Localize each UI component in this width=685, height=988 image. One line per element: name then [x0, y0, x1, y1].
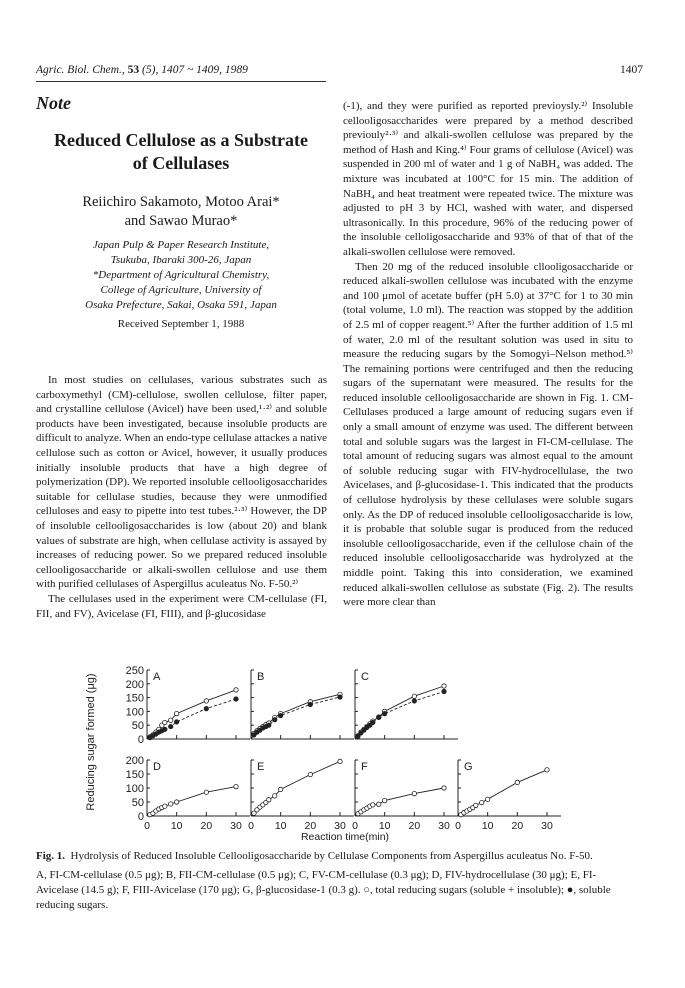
svg-text:30: 30 [541, 820, 553, 832]
svg-text:10: 10 [481, 820, 494, 832]
page-number: 1407 [620, 64, 643, 76]
svg-text:20: 20 [511, 820, 524, 832]
affiliation-line: *Department of Agricultural Chemistry, [92, 269, 270, 281]
svg-text:200: 200 [125, 755, 144, 767]
journal-volume: 53 [127, 64, 140, 76]
journal-issue: (5), 1407 ~ 1409, 1989 [139, 64, 248, 76]
affiliation-line: Tsukuba, Ibaraki 300-26, Japan [110, 254, 252, 266]
journal-name: Agric. Biol. Chem., [36, 64, 125, 76]
svg-text:20: 20 [200, 820, 213, 832]
svg-text:20: 20 [304, 820, 317, 832]
caption-body: A, FI-CM-cellulase (0.5 μg); B, FII-CM-cellulase (0.5 μg); C, FV-CM-cellulase (0.3 μg); D, FIV-hydrocellulase (30 μg); E, FI-Avicelase (14.5 g); F, FIII-Avicelase (170 μg); G, β-glucosidase-1 (0.3 g). ○, total reducing sugars (soluble + insoluble); ●, soluble reducing sugars. [36, 869, 611, 911]
affiliation-line: Japan Pulp & Paper Research Institute, [92, 239, 270, 251]
svg-text:Reaction time(min): Reaction time(min) [300, 831, 390, 843]
svg-text:0: 0 [352, 820, 358, 832]
title-line-1: Reduced Cellulose as a Substrate [53, 130, 308, 150]
svg-text:10: 10 [274, 820, 287, 832]
caption-label: Fig. 1. [36, 850, 66, 862]
paragraph: Then 20 mg of the reduced insoluble cllooligosaccharide or reduced alkali-swollen cellulose was incubated with the enzyme and 100 μmol of acetate buffer (pH 5.0) at 37°C for 1 to 30 min (total volume, 1.0 ml). The reaction was stopped by the addition of 2.5 ml of copper reagent.⁵⁾ After the further addition of 1.5 ml of water, 2.0 ml of the resultant solution was used in situ to measure the reducing sugars by the Somogyi–Nelson method.⁵⁾ The remaining portions were centrifuged and then the reducing sugars of the supernatant were measured. The results for the reduced insoluble cellooligosaccharide are shown in Fig. 1. CM-Cellulases produced a large amount of reducing sugars even if only a small amount of enzyme was used. The different between total and soluble sugars was the largest in FI-CM-cellulase. The total amount of reducing sugars was almost equal to the amount of soluble reducing sugar with FIV-hydrocellulase, the two Avicelases, and β-glucosidase-1. This indicated that the products of cellulose hydrolysis by these cellulases were soluble sugars only. As the DP of reduced insoluble cellooligosaccharide is low, it is probable that soluble sugar is produced from the reduced insoluble cellooligosaccharide, even if the cellulose chain of the reduced insoluble cellooligosaccharide was hydrolyzed at the middle point. Taking this into consideration, we examined reduced alkali-swollen cellulose as substate (Fig. 2). The results were more clear than [343, 260, 633, 609]
paragraph: (-1), and they were purified as reported previoysly.²⁾ Insoluble cellooligosaccharides were prepared by a method described previouly²·³⁾ and alkali-swollen cellulose was prepared by the method of Hash and King.⁴⁾ Four grams of cellulose (Avicel) was suspended in 200 ml of water and 1 g of NaBH₄ was added. The mixture was incubated at 100°C for 15 min. The addition of NaBH₄ and heat treatment were repeated twice. The mixture was adjusted to pH 3 by HCl, washed with water, and dispersed ultrasonically. In this procedure, 96% of the reducing power of the insoluble celloligosaccharide and 93% of that of that of the alkali-swollen cellulose were removed. [343, 100, 633, 258]
svg-text:50: 50 [131, 797, 144, 809]
svg-text:100: 100 [125, 706, 144, 719]
svg-text:150: 150 [125, 769, 144, 781]
svg-text:Reducing sugar formed (μg): Reducing sugar formed (μg) [85, 673, 97, 811]
svg-text:0: 0 [455, 820, 461, 832]
svg-text:250: 250 [125, 665, 144, 677]
svg-text:C: C [361, 671, 369, 683]
authors-line-1: Reiichiro Sakamoto, Motoo Arai* [82, 194, 280, 210]
svg-text:10: 10 [170, 820, 183, 832]
svg-text:0: 0 [137, 734, 144, 746]
caption-title: Hydrolysis of Reduced Insoluble Cellooligosaccharide by Cellulase Components from Aspergillus aculeatus No. F-50. [70, 850, 593, 862]
figure-caption [36, 849, 636, 917]
svg-text:0: 0 [137, 811, 144, 823]
svg-text:B: B [257, 671, 265, 683]
received-date: Received September 1, 1988 [117, 318, 245, 330]
svg-text:30: 30 [230, 820, 242, 832]
svg-text:10: 10 [378, 820, 391, 832]
svg-text:A: A [153, 671, 161, 683]
svg-text:150: 150 [125, 692, 144, 705]
svg-text:30: 30 [438, 820, 450, 832]
svg-text:20: 20 [408, 820, 421, 832]
paragraph: In most studies on cellulases, various substrates such as carboxymethyl (CM)-cellulose, swollen cellulose, filter paper, and crystalline cellulose (Avicel) have been used,¹·²⁾ and soluble products have been investigated, because insoluble products are difficult to analyze. When an endo-type cellulase attackes a native cellulose such as cotton or Avicel, however, it usually produces initially insoluble products that have a high degree of polymerization (DP). We reported insoluble cellooligosaccharides suitable for cellulase studies, because they were unmodified celluloses and easy to pipette into test tubes.²·³⁾ However, the DP of insoluble cellooligosaccharides is low (about 20) and blank values of substrate are high, when cellulase activity is assayed by increases of reducing power. So we prepared reduced insoluble cellooligosaccharide or alkali-swollen cellulose and use them with purified cellulases of Aspergillus aculeatus No. F-50.²⁾ [36, 374, 327, 591]
svg-text:D: D [153, 761, 161, 773]
authors-line-2: and Sawao Murao* [124, 213, 238, 229]
svg-text:30: 30 [334, 820, 346, 832]
svg-text:200: 200 [125, 678, 144, 691]
affiliation-line: College of Agriculture, University of [100, 284, 262, 296]
svg-text:50: 50 [131, 720, 144, 733]
paragraph: The cellulases used in the experiment were CM-cellulase (FI, FII, and FV), Avicelase (FI, FIII), and β-glucosidase [36, 592, 327, 620]
svg-text:E: E [257, 761, 265, 773]
svg-text:G: G [464, 761, 473, 773]
article-type: Note [36, 93, 71, 113]
svg-text:0: 0 [248, 820, 254, 832]
svg-text:F: F [361, 761, 368, 773]
affiliation-line: Osaka Prefecture, Sakai, Osaka 591, Japan [85, 299, 277, 311]
svg-text:0: 0 [144, 820, 150, 832]
title-line-2: of Cellulases [132, 153, 230, 173]
svg-text:100: 100 [125, 783, 144, 795]
